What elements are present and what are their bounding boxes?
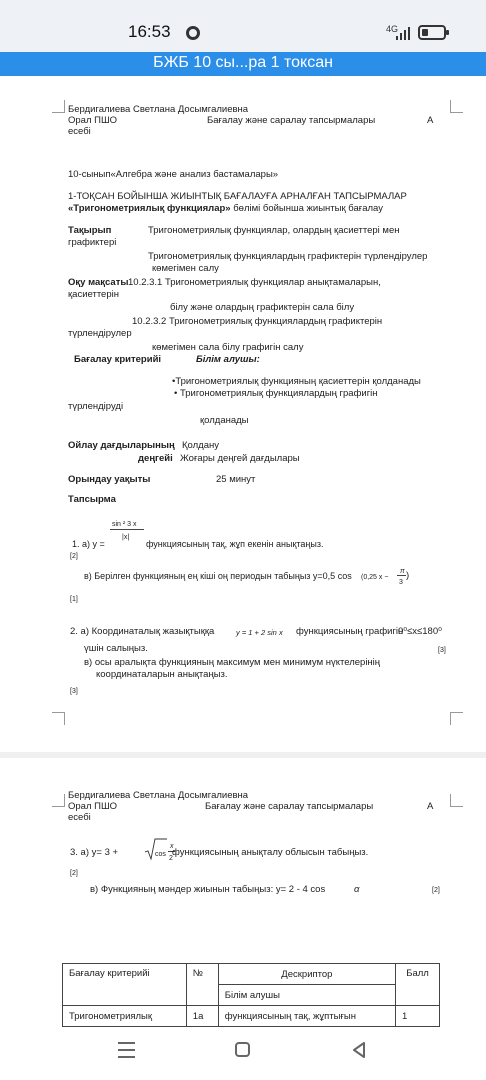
header-school: Орал ПШО — [68, 801, 118, 812]
back-icon[interactable] — [352, 1042, 366, 1058]
topic-line-4: көмегімен салу — [152, 263, 219, 274]
time-value: 25 минут — [216, 474, 256, 485]
criteria-label: Бағалау критерийі — [74, 354, 162, 365]
table-header-score: Балл — [396, 964, 440, 1006]
header-a: А — [427, 115, 434, 126]
time-label: Орындау уақыты — [68, 474, 151, 485]
goal-line-1: 10.2.3.1 Тригонометриялық функциялар анықтамаларын, — [128, 277, 381, 288]
q3b-text: в) Функцияның мәндер жиынын табыңыз: y= 2 - 4 cos — [90, 884, 326, 895]
corner-mark — [450, 794, 463, 807]
q3b-points: [2] — [432, 887, 440, 894]
header-name: Бердигалиева Светлана Досымгалиевна — [68, 104, 249, 115]
menu-icon[interactable] — [118, 1042, 135, 1058]
q1b-argument: (0,25 x − — [361, 574, 389, 581]
q1a-text: функциясының тақ, жұп екенін анықтаңыз. — [146, 539, 324, 549]
status-bar — [0, 0, 486, 52]
header-a: А — [427, 801, 434, 812]
signal-icon — [396, 26, 410, 40]
table-header-row — [63, 964, 440, 985]
goal-line-6: көмегімен сала білу графигін салу — [152, 342, 304, 353]
table-header-descriptor: Дескриптор — [218, 964, 395, 985]
goal-line-5: түрлендірулер — [68, 328, 132, 339]
table-subheader-descriptor: Білім алушы — [218, 985, 395, 1006]
topic-label: Тақырып — [68, 225, 112, 236]
network-type: 4G — [386, 24, 399, 34]
q2a-text-2: функциясының графигін — [296, 626, 404, 637]
q1b-denominator: 3 — [399, 579, 403, 586]
q1a-prefix: 1. а) y = — [72, 539, 105, 549]
goal-label: Оқу мақсаты — [68, 277, 129, 288]
home-icon[interactable] — [235, 1042, 250, 1057]
header-title: Бағалау және саралау тапсырмалары — [205, 801, 374, 812]
table-cell-criteria: Тригонометриялық — [63, 1006, 187, 1027]
skill-label-2: деңгейі — [138, 453, 173, 464]
table-row — [63, 1006, 440, 1027]
skill-line-1: Қолдану — [182, 440, 219, 451]
section-line: «Тригонометриялық функциялар» бөлімі бойынша жиынтық бағалау — [68, 203, 383, 214]
header-name: Бердигалиева Светлана Досымгалиевна — [68, 790, 249, 801]
corner-mark — [52, 100, 65, 113]
corner-mark — [450, 100, 463, 113]
skill-line-2: Жоғары деңгей дағдылары — [180, 453, 300, 464]
grading-table — [62, 963, 440, 1027]
criteria-line-4: қолданады — [200, 415, 249, 426]
status-time: 16:53 — [128, 22, 171, 41]
header-school: Орал ПШО — [68, 115, 118, 126]
q3a-prefix: 3. а) y= 3 + — [70, 847, 119, 858]
header-sub: есебі — [68, 126, 91, 137]
table-cell-score: 1 — [396, 1006, 440, 1027]
topic-line-2: графиктері — [68, 237, 117, 248]
table-cell-descriptor: функциясының тақ, жұптығын — [218, 1006, 395, 1027]
fraction-line — [397, 575, 406, 576]
q1a-points: [2] — [70, 553, 78, 560]
goal-line-3: білу және олардың графиктерін сала білу — [170, 302, 355, 313]
topic-line-3: Тригонометриялық функциялардың графиктерін түрлендірулер — [148, 251, 428, 262]
document-title: БЖБ 10 сы...ра 1 токсан — [153, 54, 333, 71]
q3a-cos: cos — [155, 851, 166, 858]
q2a-formula: y = 1 + 2 sin x — [236, 628, 283, 637]
q2a-text: 2. а) Координаталық жазықтыққа — [70, 626, 215, 637]
main-heading: 1-ТОҚСАН БОЙЫНША ЖИЫНТЫҚ БАҒАЛАУҒА АРНАЛҒАН ТАПСЫРМАЛАР — [68, 191, 407, 202]
q2b-points: [3] — [70, 688, 78, 695]
q1b-points: [1] — [70, 596, 78, 603]
q3a-x: x — [170, 843, 174, 850]
q1b-text: в) Берілген функцияның ең кіші оң периодын табыңыз y=0,5 cos — [84, 571, 352, 581]
skill-label-1: Ойлау дағдыларының — [68, 440, 175, 451]
criteria-line-2: • Тригонометриялық функциялардың графигін — [174, 388, 378, 399]
q2a-text-3: үшін салыңыз. — [84, 643, 148, 654]
document-title-bar[interactable] — [0, 52, 486, 76]
table-cell-number: 1а — [186, 1006, 218, 1027]
header-title: Бағалау және саралау тапсырмалары — [207, 115, 376, 126]
q2b-text-2: координаталарын анықтаңыз. — [96, 669, 228, 680]
fraction-line — [110, 529, 144, 530]
q2a-range: 0⁰≤x≤180⁰ — [398, 626, 442, 637]
document-page-1 — [0, 90, 486, 750]
corner-mark — [52, 712, 65, 725]
goal-line-4: 10.2.3.2 Тригонометриялық функциялардың графиктерін — [132, 316, 383, 327]
q3a-points: [2] — [70, 870, 78, 877]
table-header-number: № — [186, 964, 218, 1006]
class-line: 10-сынып«Алгебра және анализ бастамалары» — [68, 169, 279, 180]
task-label: Тапсырма — [68, 494, 116, 505]
criteria-sub: Білім алушы: — [196, 354, 260, 365]
battery-icon — [418, 25, 446, 40]
q1-fraction-top: sin ² 3 x — [112, 521, 137, 528]
criteria-line-3: түрлендіруді — [68, 401, 124, 412]
q1-fraction-bottom: |x| — [122, 534, 130, 541]
q3a-denominator: 2 — [169, 855, 173, 862]
q3b-alpha: α — [354, 884, 360, 895]
header-sub: есебі — [68, 812, 91, 823]
table-header-criteria: Бағалау критерийі — [63, 964, 187, 1006]
q2b-text-1: в) осы аралықта функцияның максимум мен минимум нүктелерінің — [84, 657, 381, 668]
corner-mark — [450, 712, 463, 725]
q1b-pi: π — [400, 568, 405, 575]
topic-line-1: Тригонометриялық функциялар, олардың қасиеттері мен — [148, 225, 400, 236]
q3a-text: функциясының анықталу облысын табыңыз. — [172, 847, 369, 858]
goal-line-2: қасиеттерін — [68, 289, 119, 300]
chrome-icon — [186, 26, 200, 40]
criteria-line-1: •Тригонометриялық функцияның қасиеттерін қолданады — [172, 376, 421, 387]
corner-mark — [52, 794, 65, 807]
q2a-points: [3] — [438, 647, 446, 654]
q1b-close: ) — [406, 570, 410, 581]
